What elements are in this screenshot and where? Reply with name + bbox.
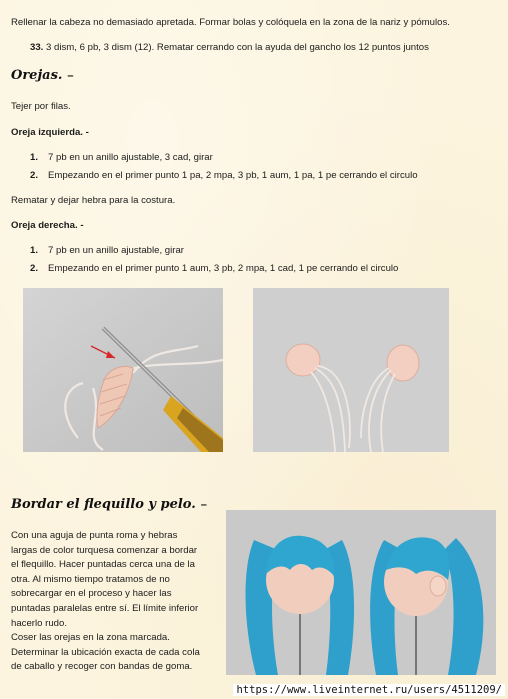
photo-doll-hair (226, 510, 496, 675)
step-text: Empezando en el primer punto 1 pa, 2 mpa, 3 pb, 1 aum, 1 pa, 1 pe cerrando el circulo (48, 170, 418, 181)
hair-line: el flequillo. Hacer puntadas cerca una de la (11, 559, 195, 571)
doll-hair-illustration (226, 510, 496, 675)
row-33 (30, 42, 429, 53)
step-number: 2. (30, 170, 39, 181)
step-text: 7 pb en un anillo ajustable, girar (48, 245, 185, 256)
hair-instructions (11, 529, 223, 675)
finish-note: Rematar y dejar hebra para la costura. (11, 195, 176, 206)
hair-line: largas de color turquesa comenzar a bordar (11, 544, 198, 556)
hair-heading (11, 497, 207, 512)
hair-line: Con una aguja de punta roma y hebras (11, 530, 178, 541)
step-number: 1. (30, 245, 39, 256)
right-ear-heading: Oreja derecha. - (11, 220, 84, 231)
step-number: 2. (30, 263, 39, 274)
step-number: 1. (30, 152, 39, 163)
hair-line: hacerlo rudo. (11, 617, 67, 629)
hair-line: sobrecargar en el proceso y hacer las (11, 588, 172, 600)
worked-in-rows: Tejer por filas. (11, 101, 71, 112)
two-ears-illustration (253, 288, 449, 452)
hair-dash: – (200, 499, 207, 511)
intro-line: Rellenar la cabeza no demasiado apretada. Formar bolas y colóquela en la zona de la nariz y pómulos. (11, 17, 450, 28)
hair-line: puntadas paralelas entre sí. El límite inferior (11, 602, 199, 614)
ears-heading (11, 68, 74, 83)
right-ear-step (30, 245, 184, 256)
step-text: 7 pb en un anillo ajustable, 3 cad, girar (48, 152, 213, 163)
ear-on-hook-illustration (23, 288, 223, 452)
ears-title: Orejas. (11, 68, 63, 83)
ears-dash: – (67, 70, 74, 82)
photo-ear-on-hook (23, 288, 223, 452)
hair-line: de caballo y recoger con bandas de goma. (11, 661, 193, 673)
left-ear-step (30, 152, 213, 163)
hair-line: Determinar la ubicación exacta de cada cola (11, 646, 200, 658)
hair-line: Coser las orejas en la zona marcada. (11, 632, 170, 644)
photo-two-ears (253, 288, 449, 452)
right-ear-step (30, 263, 398, 274)
hair-title: Bordar el flequillo y pelo. (11, 497, 196, 512)
left-ear-heading: Oreja izquierda. - (11, 127, 89, 138)
left-ear-step (30, 170, 418, 181)
row-33-text: 3 dism, 6 pb, 3 dism (12). Rematar cerrando con la ayuda del gancho los 12 puntos juntos (46, 42, 429, 53)
step-text: Empezando en el primer punto 1 aum, 3 pb, 2 mpa, 1 cad, 1 pe cerrando el circulo (48, 263, 399, 274)
row-33-number: 33. (30, 42, 44, 53)
watermark-url[interactable]: https://www.liveinternet.ru/users/4511209/ (233, 684, 505, 696)
hair-line: otra. Al mismo tiempo tratamos de no (11, 573, 170, 585)
